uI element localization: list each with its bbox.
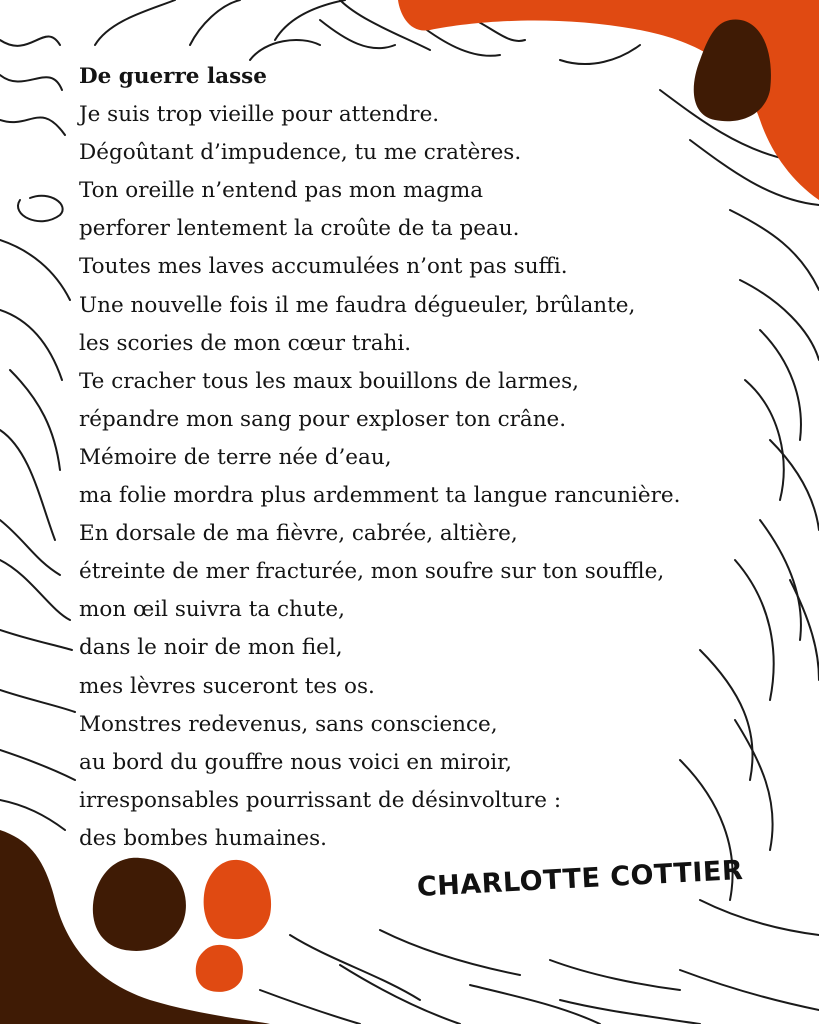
poem-line: ma folie mordra plus ardemment ta langue rancunière. xyxy=(79,483,681,509)
poem-line: perforer lentement la croûte de ta peau. xyxy=(79,216,520,242)
orange-circle-bottom-large xyxy=(204,860,271,939)
poem-line: les scories de mon cœur trahi. xyxy=(79,330,412,356)
poem-line: dans le noir de mon fiel, xyxy=(79,635,343,661)
poem-line: Toutes mes laves accumulées n’ont pas suffi. xyxy=(79,254,568,280)
poem-line: au bord du gouffre nous voici en miroir, xyxy=(79,749,512,775)
poem-line: mon œil suivra ta chute, xyxy=(79,597,345,623)
poem-line: Je suis trop vieille pour attendre. xyxy=(79,102,440,128)
poem-line: irresponsables pourrissant de désinvolture : xyxy=(79,787,562,813)
poem-line: étreinte de mer fracturée, mon soufre sur ton souffle, xyxy=(79,559,665,585)
poem-line: Te cracher tous les maux bouillons de larmes, xyxy=(79,368,579,394)
poem-line: répandre mon sang pour exploser ton crâne. xyxy=(79,406,567,432)
poem-line: Mémoire de terre née d’eau, xyxy=(79,444,392,470)
brown-circle-bottom xyxy=(93,858,186,951)
author-signature: CHARLOTTE COTTIER xyxy=(416,854,744,903)
poem-line: mes lèvres suceront tes os. xyxy=(79,673,375,699)
poem-line: Une nouvelle fois il me faudra dégueuler, brûlante, xyxy=(79,292,636,318)
poem xyxy=(79,58,719,858)
poem-line: Monstres redevenus, sans conscience, xyxy=(79,711,498,737)
poem-line: Dégoûtant d’impudence, tu me cratères. xyxy=(79,140,522,166)
poem-title: De guerre lasse xyxy=(79,64,267,89)
poem-line: En dorsale de ma fièvre, cabrée, altière, xyxy=(79,521,518,547)
poem-line: des bombes humaines. xyxy=(79,825,328,851)
poem-line: Ton oreille n’entend pas mon magma xyxy=(79,178,484,204)
orange-circle-bottom-small xyxy=(196,945,243,992)
